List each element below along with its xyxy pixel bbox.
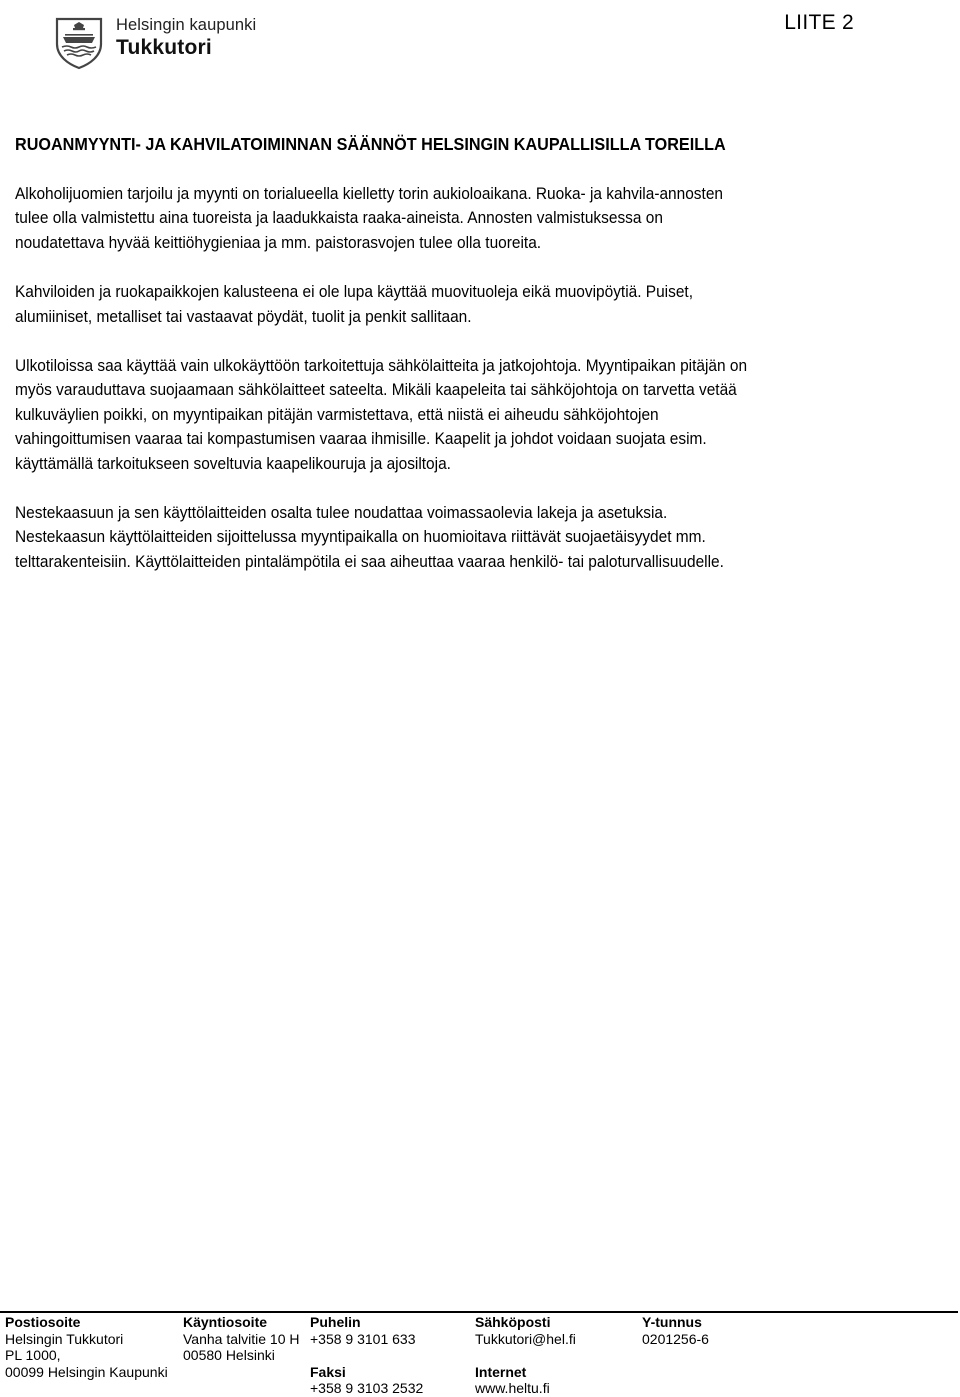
text-line: kulkuväylien poikki, on myyntipaikan pitäjän varmistettava, että niistä ei aiheudu sähköjohtojen — [15, 404, 659, 424]
postal-address-line: PL 1000, — [5, 1347, 61, 1364]
text-line: noudatettava hyvää keittiöhygieniaa ja mm. paistorasvojen tulee olla tuoreita. — [15, 232, 542, 252]
internet-value: www.heltu.fi — [475, 1380, 550, 1397]
text-line: Alkoholijuomien tarjoilu ja myynti on torialueella kielletty torin aukioloaikana. Ruoka- ja kahvila-annosten — [15, 184, 723, 203]
helsinki-crest-icon — [54, 16, 104, 70]
fax-value: +358 9 3103 2532 — [310, 1380, 424, 1397]
document-title: RUOANMYYNTI- JA KAHVILATOIMINNAN SÄÄNNÖT HELSINGIN KAUPALLISILLA TOREILLA — [15, 134, 726, 154]
city-logo — [54, 16, 256, 70]
postal-address-label: Postiosoite — [5, 1314, 81, 1330]
visiting-address-line: Vanha talvitie 10 H — [183, 1330, 300, 1347]
email-value: Tukkutori@hel.fi — [475, 1330, 576, 1347]
postal-address-line: Helsingin Tukkutori — [5, 1330, 124, 1347]
text-line: telttarakenteisiin. Käyttölaitteiden pintalämpötila ei saa aiheuttaa vaaraa henkilö- tai paloturvallisuudelle. — [15, 551, 724, 571]
business-id-column — [642, 1314, 709, 1347]
text-line: vahingoittumisen vaaraa tai kompastumisen vaaraa ihmisille. Kaapelit ja johdot voidaan suojata esim. — [15, 429, 707, 449]
text-line: Ulkotiloissa saa käyttää vain ulkokäyttöön tarkoitettuja sähkölaitteita ja jatkojohtoja. Myyntipaikan pitäjän on — [15, 356, 748, 376]
visiting-address-label: Käyntiosoite — [183, 1314, 268, 1330]
text-line: Nestekaasun käyttölaitteiden sijoittelussa myyntipaikalla on huomioitava riittävät suojaetäisyydet mm. — [15, 527, 706, 547]
phone-value: +358 9 3101 633 — [310, 1330, 416, 1347]
text-line: alumiiniset, metalliset tai vastaavat pöydät, tuolit ja penkit sallitaan. — [15, 306, 472, 326]
footer-divider — [0, 1311, 958, 1313]
text-line: Nestekaasuun ja sen käyttölaitteiden osalta tulee noudattaa voimassaolevia lakeja ja asetuksia. — [15, 503, 668, 523]
business-id-value: 0201256-6 — [642, 1330, 709, 1347]
postal-address-line: 00099 Helsingin Kaupunki — [5, 1363, 168, 1380]
visiting-address-column — [183, 1314, 299, 1364]
paragraph-furniture-rules — [15, 280, 935, 329]
logo-department-name: Tukkutori — [116, 35, 212, 59]
text-line: käyttämällä tarkoitukseen soveltuvia kaapelikouruja ja ajosiltoja. — [15, 453, 451, 473]
email-label: Sähköposti — [475, 1314, 551, 1330]
fax-label: Faksi — [310, 1363, 346, 1380]
attachment-label: LIITE 2 — [784, 11, 854, 34]
internet-label: Internet — [475, 1363, 527, 1380]
phone-column — [310, 1314, 423, 1397]
paragraph-food-rules — [15, 182, 935, 255]
paragraph-electrical-rules — [15, 354, 935, 476]
email-column — [475, 1314, 576, 1397]
text-line: myös varauduttava suojaamaan sähkölaitteet sateelta. Mikäli kaapeleita tai sähköjohtoja on tarvetta vetää — [15, 380, 737, 400]
logo-city-name: Helsingin kaupunki — [116, 16, 257, 34]
postal-address-column — [5, 1314, 168, 1380]
visiting-address-line: 00580 Helsinki — [183, 1347, 275, 1364]
phone-label: Puhelin — [310, 1314, 361, 1330]
text-line: Kahviloiden ja ruokapaikkojen kalusteena ei ole lupa käyttää muovituoleja eikä muovipöytiä. Puiset, — [15, 282, 694, 302]
text-line: tulee olla valmistettu aina tuoreista ja laadukkaista raaka-aineista. Annosten valmistuksessa on — [15, 208, 663, 228]
paragraph-gas-rules — [15, 501, 935, 574]
business-id-label: Y-tunnus — [642, 1314, 702, 1330]
document-body — [15, 182, 945, 599]
